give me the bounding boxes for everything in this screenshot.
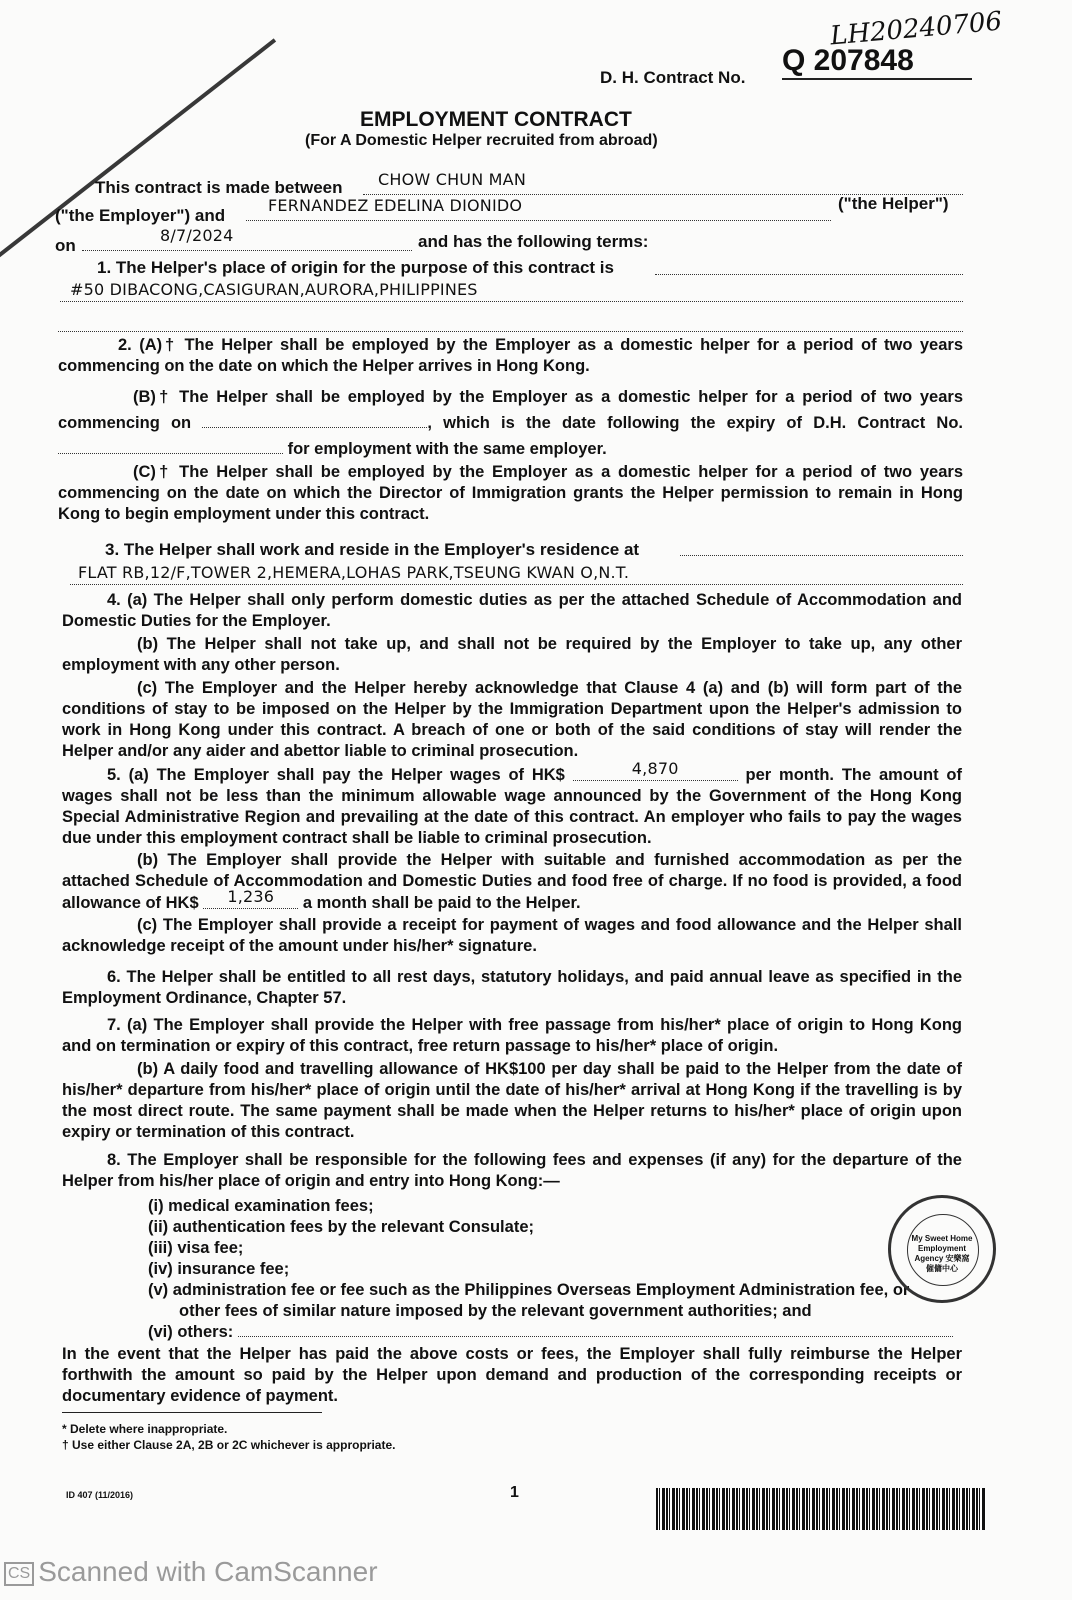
clause-8-intro-text: 8. The Employer shall be responsible for the following fees and expenses (if any) for the departure of the Helper from his/her place of origin and entry into Hong Kong:— [62,1151,962,1190]
clause-4b-text: (b) The Helper shall not take up, and shall not be required by the Employer to take up, any other employment with any other person. [62,635,962,674]
clause-5a [62,759,962,849]
clause-3-line-a [680,537,963,556]
clause-5b-text-1: (b) The Employer shall provide the Helper with suitable and furnished accommodation as per the attached Schedule of Accommodation and Domestic Duties and food free of charge. If no food is provided, a food allowance of HK$ [62,851,962,912]
footnote-1: * Delete where inappropriate. [62,1422,228,1436]
page-title: EMPLOYMENT CONTRACT [360,108,632,131]
list-item: (iv) insurance fee; [148,1260,290,1278]
helper-label: ("the Helper") [838,194,949,213]
clause-5a-text-1: 5. (a) The Employer shall pay the Helper wages of HK$ [107,766,565,784]
employer-label: ("the Employer") and [55,206,226,225]
wage-blank [573,759,738,781]
clause-5c [62,915,962,957]
clause-1-line-c [58,313,963,332]
food-allowance: 1,236 [227,887,275,906]
clause-2b-blank-1 [202,413,427,428]
helper-name: FERNANDEZ EDELINA DIONIDO [268,196,523,215]
scanner-watermark-text: Scanned with CamScanner [38,1556,378,1587]
clause-6 [62,967,962,1009]
list-item [148,1322,953,1343]
clause-5b [62,850,962,914]
clause-7a [62,1015,962,1057]
clause-8-closing [62,1344,962,1407]
clause-5c-text: (c) The Employer shall provide a receipt for payment of wages and food allowance and the Helper shall acknowledge receipt of the amount under his/her* signature. [62,916,962,955]
list-item: (ii) authentication fees by the relevant Consulate; [148,1218,534,1236]
footnote-2: † Use either Clause 2A, 2B or 2C whichever is appropriate. [62,1438,396,1452]
contract-no: Q 207848 [782,44,972,80]
terms-label: and has the following terms: [418,232,649,251]
list-item: (v) administration fee or fee such as the Philippines Overseas Employment Administration fee, or [148,1281,910,1299]
clause-2b-text-1: (B)† The Helper shall be employed by the Employer as a domestic helper for a period of two years commencing on [58,388,963,432]
clause-2c [58,462,963,525]
clause-8-list [148,1196,953,1343]
clause-3-text: 3. The Helper shall work and reside in the Employer's residence at [105,540,640,559]
clause-1-text: 1. The Helper's place of origin for the purpose of this contract is [97,258,614,277]
scanner-watermark [4,1556,378,1588]
on-label: on [55,236,76,255]
clause-5a-text-2: per month. The amount of wages shall not be less than the minimum allowable wage announced by the Government of the Hong Kong Special Administrative Region and prevailing at the date of this contract. An employer who fails to pay the wages due under this employment contract shall be liable to criminal prosecution. [62,766,962,847]
list-item: (iii) visa fee; [148,1239,244,1257]
clause-4a [62,590,962,632]
food-allowance-blank [203,887,298,909]
clause-4b [62,634,962,676]
place-of-origin: #50 DIBACONG,CASIGURAN,AURORA,PHILIPPINES [70,280,478,299]
list-item: other fees of similar nature imposed by the relevant government authorities; and [179,1302,812,1320]
clause-7a-text: 7. (a) The Employer shall provide the Helper with free passage from his/her* place of origin to Hong Kong and on termination or expiry of this contract, free return passage to his/her* place of origin. [62,1016,962,1055]
clause-1-line-a [655,256,963,275]
others-blank [238,1324,953,1337]
clause-2c-text: (C)† The Helper shall be employed by the Employer as a domestic helper for a period of two years commencing on the date on which the Director of Immigration grants the Helper permission to remain in Hong Kong to begin employment under this contract. [58,463,963,523]
clause-2a [58,335,963,377]
clause-5b-text-2: a month shall be paid to the Helper. [302,894,581,912]
clause-8-closing-text: In the event that the Helper has paid the above costs or fees, the Employer shall fully reimburse the Helper forthwith the amount so paid by the Helper upon demand and production of the corresponding receipts or documentary evidence of payment. [62,1345,962,1405]
others-label: (vi) others: [148,1323,234,1341]
employer-name: CHOW CHUN MAN [378,170,526,189]
clause-4a-text: 4. (a) The Helper shall only perform domestic duties as per the attached Schedule of Accommodation and Domestic Duties for the Employer. [62,591,962,630]
clause-7b-text: (b) A daily food and travelling allowance of HK$100 per day shall be paid to the Helper from the date of his/her* departure from his/her* place of origin until the date of his/her* arrival at Hong Kong if the travelling is by the most direct route. The same payment shall be made when the Helper returns to his/her* place of origin upon expiry or termination of this contract. [62,1060,962,1141]
clause-2b-text-3: for employment with the same employer. [287,440,607,458]
contract-date: 8/7/2024 [160,226,234,245]
clause-7b [62,1059,962,1143]
page-subtitle: (For A Domestic Helper recruited from abroad) [305,132,658,149]
camscanner-logo-icon: CS [4,1562,34,1586]
made-between-label: This contract is made between [95,178,343,197]
form-id: ID 407 (11/2016) [66,1490,134,1500]
clause-6-text: 6. The Helper shall be entitled to all rest days, statutory holidays, and paid annual leave as specified in the Employment Ordinance, Chapter 57. [62,968,962,1007]
page-number: 1 [510,1484,519,1501]
clause-4c [62,678,962,762]
stamp-text: My Sweet Home Employment Agency 安樂窩僱傭中心 [911,1234,973,1273]
clause-2b-text-2: , which is the date following the expiry of D.H. Contract No. [427,414,963,432]
employer-residence: FLAT RB,12/F,TOWER 2,HEMERA,LOHAS PARK,TSEUNG KWAN O,N.T. [78,563,630,582]
agency-stamp [888,1195,996,1303]
footnote-divider [62,1412,322,1413]
date-line [82,228,412,251]
barcode [656,1488,986,1530]
clause-2b [58,384,963,462]
clause-4c-text: (c) The Employer and the Helper hereby acknowledge that Clause 4 (a) and (b) will form part of the conditions of stay to be imposed on the Helper by the Immigration Department upon the Helper's admission to work in Hong Kong under this contract. A breach of one or both of the said conditions of stay will render the Helper and/or any aider and abettor liable to criminal prosecution. [62,679,962,760]
monthly-wage: 4,870 [631,759,679,778]
handwritten-reference: LH20240706 [829,6,1004,52]
clause-2b-blank-2 [58,439,283,454]
contract-no-label: D. H. Contract No. [600,68,746,87]
clause-2a-text: 2. (A)† The Helper shall be employed by the Employer as a domestic helper for a period of two years commencing on the date on which the Helper arrives in Hong Kong. [58,336,963,375]
clause-8-intro [62,1150,962,1192]
list-item: (i) medical examination fees; [148,1197,374,1215]
